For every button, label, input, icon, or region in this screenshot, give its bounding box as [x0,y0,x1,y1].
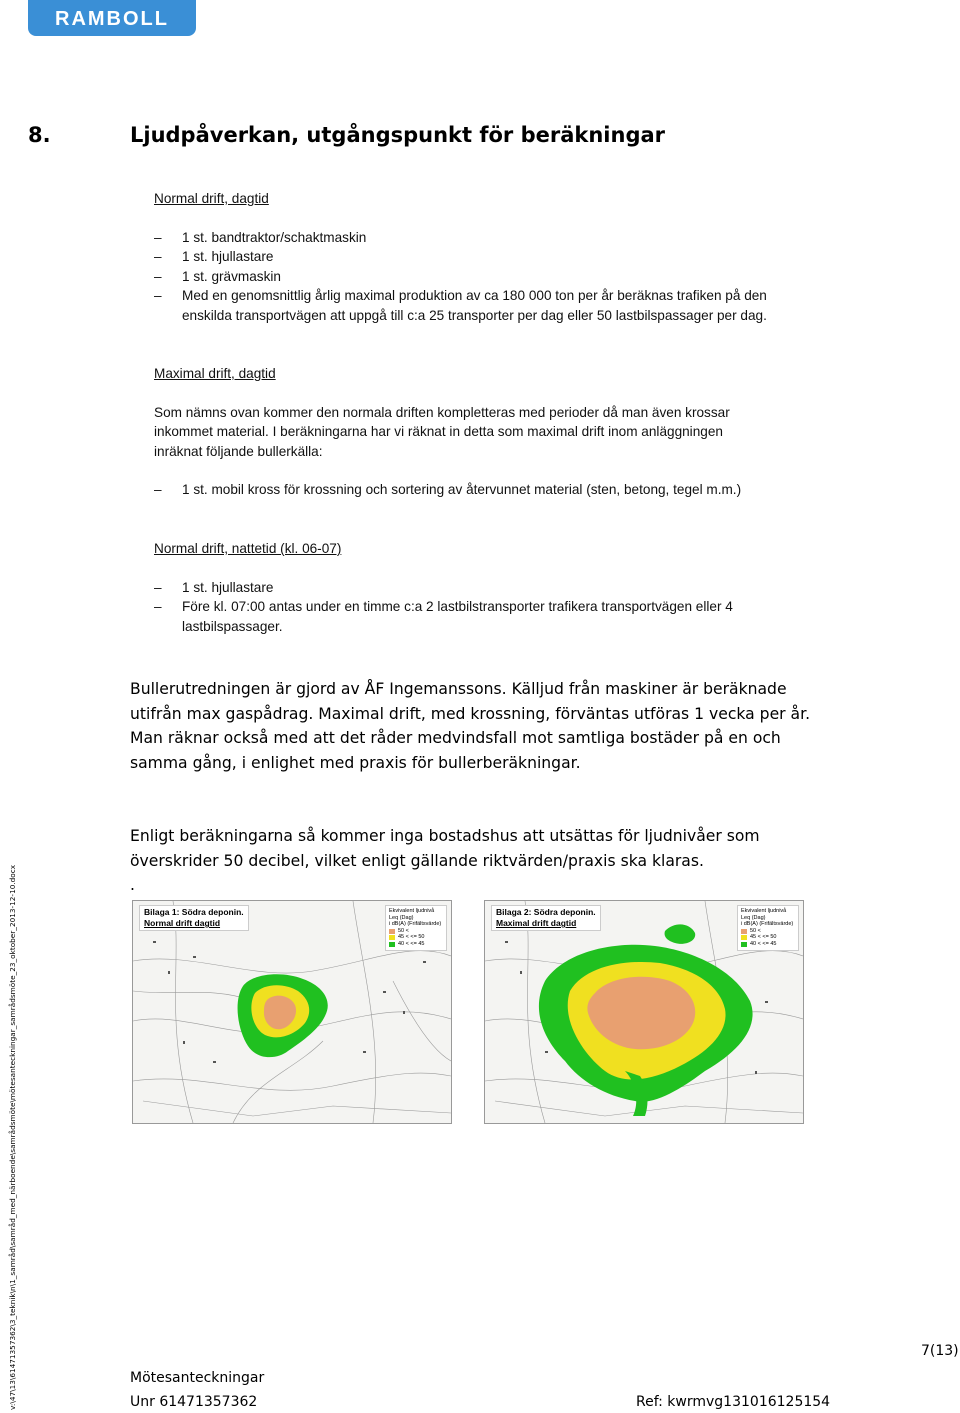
normal-drift-dagtid-block [154,189,774,326]
section-title: Ljudpåverkan, utgångspunkt för beräkningar [130,123,666,147]
subsection-title-normal-night: Normal drift, nattetid (kl. 06-07) [154,541,342,556]
list-item: – Med en genomsnittlig årlig maximal produktion av ca 180 000 ton per år beräknas trafiken på den enskilda transportvägen att uppgå till c:a 25 transporter per dag eller 50 lastbilspassager per dag. [154,288,767,323]
footer-unr: Unr 61471357362 [130,1394,258,1410]
noise-maps [130,900,802,1122]
normal-day-list [154,228,774,326]
list-item: – 1 st. mobil kross för krossning och sortering av återvunnet material (sten, betong, tegel m.m.) [154,482,742,498]
company-logo [28,0,196,36]
list-item: – Före kl. 07:00 antas under en timme c:a 2 lastbilstransporter trafikera transportvägen eller 4 lastbilspassager. [154,599,733,634]
list-item: – 1 st. hjullastare [154,249,274,265]
map-normal-drift [132,900,452,1124]
map-maximal-drift [484,900,804,1124]
map-title: Bilaga 2: Södra deponin. Maximal drift dagtid [491,905,601,931]
max-day-text: Som nämns ovan kommer den normala driften kompletteras med perioder då man även krossar inkommet material. I beräkningarna har vi räknat in detta som maximal drift inom anläggningen inräknat följande bullerkälla: [154,404,730,459]
ramboll-logo-graphic [28,0,196,36]
map-legend: Ekvivalent ljudnivå Leq (Dag) i dB(A) (Frifältsvärde) 50 < 45 < <= 50 40 < <= 45 [385,905,447,951]
normal-drift-nattetid-block [154,539,774,636]
max-day-list [154,480,774,500]
subsection-title-max-day: Maximal drift, dagtid [154,366,276,381]
map-title: Bilaga 1: Södra deponin. Normal drift dagtid [139,905,249,931]
footer-ref: Ref: kwrmvg131016125154 [636,1394,831,1410]
list-item: – 1 st. bandtraktor/schaktmaskin [154,229,367,245]
list-item: – 1 st. hjullastare [154,579,274,595]
subsection-title-normal-day: Normal drift, dagtid [154,191,269,206]
section-number: 8. [28,123,51,147]
map-legend: Ekvivalent ljudnivå Leq (Dag) i dB(A) (Frifältsvärde) 50 < 45 < <= 50 40 < <= 45 [737,905,799,951]
paragraph-bullerutredning: Bullerutredningen är gjord av ÅF Ingemanssons. Källjud från maskiner är beräknade utifrån max gaspådrag. Maximal drift, med krossning, förväntas utföras 1 vecka per år. Man räknar också med att det råder medvindsfall mot samtliga bostäder på en och samma gång, i enlighet med praxis för bullerberäkningar. [130,680,811,772]
maximal-drift-dagtid-block [154,364,774,500]
normal-night-list [154,578,774,637]
document-file-path: v:\47\13\61471357362\3_teknik\n\1_samråd\samråd_med_närboende\samrådsmöte\mötesanteckningar_samrådsmöte_23_oktober_2013-12-10.docx [8,864,17,1410]
paragraph-dot: . [130,876,135,894]
svg-text:RAMBOLL: RAMBOLL [55,8,169,30]
list-item: – 1 st. grävmaskin [154,268,281,284]
footer-doc-type: Mötesanteckningar [130,1370,265,1386]
paragraph-berakningar: Enligt beräkningarna så kommer inga bostadshus att utsättas för ljudnivåer som överskrider 50 decibel, vilket enligt gällande riktvärden/praxis ska klaras. [130,827,760,870]
page-number: 7(13) [921,1343,959,1359]
